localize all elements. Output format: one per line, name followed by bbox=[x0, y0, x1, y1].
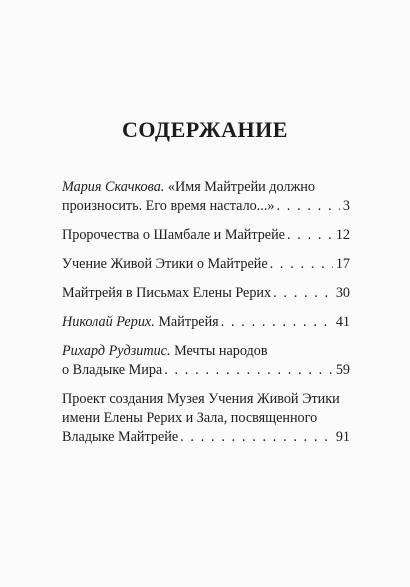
toc-entry-line bbox=[62, 255, 350, 274]
toc-entry-line bbox=[62, 390, 350, 409]
toc-page-number: 17 bbox=[335, 256, 350, 272]
toc-page-number: 59 bbox=[335, 362, 350, 378]
toc-entry-title: Проект создания Музея Учения Живой Этики bbox=[62, 391, 340, 407]
toc-entry-author: Рихард Рудзитис. bbox=[62, 343, 171, 359]
toc-page-number: 91 bbox=[335, 429, 350, 445]
toc-entry bbox=[62, 342, 350, 380]
toc-entry bbox=[62, 313, 350, 332]
toc-heading: СОДЕРЖАНИЕ bbox=[122, 117, 288, 142]
toc-entry-line bbox=[62, 197, 350, 216]
toc-entry-title: Майтрейя в Письмах Елены Рерих bbox=[62, 285, 272, 301]
toc-entry-title: Владыке Майтрейе bbox=[62, 429, 179, 445]
toc-entry-title: Пророчества о Шамбале и Майтрейе bbox=[62, 227, 285, 243]
toc-page-number: 30 bbox=[335, 285, 350, 301]
toc-entry-author: Мария Скачкова. bbox=[62, 179, 165, 195]
toc-leader-dots bbox=[276, 197, 339, 216]
toc-entry-line bbox=[62, 226, 350, 245]
toc-entry-line bbox=[62, 361, 350, 380]
toc-entry-author: Николай Рерих. bbox=[62, 314, 155, 330]
toc-entry-title: Учение Живой Этики о Майтрейе bbox=[62, 256, 268, 272]
toc-leader-dots bbox=[270, 255, 333, 274]
toc-entry-title: Мечты народов bbox=[170, 343, 268, 359]
toc-entry bbox=[62, 390, 350, 447]
toc-leader-dots bbox=[287, 226, 333, 245]
toc-entry bbox=[62, 284, 350, 303]
toc-entry bbox=[62, 226, 350, 245]
toc-entry-title: имени Елены Рерих и Зала, посвященного bbox=[62, 410, 318, 426]
toc-entry-title: «Имя Майтрейи должно bbox=[164, 179, 315, 195]
toc-entry-line bbox=[62, 313, 350, 332]
toc-entry-line bbox=[62, 342, 350, 361]
toc-entry bbox=[62, 255, 350, 274]
toc-entry bbox=[62, 178, 350, 216]
toc-leader-dots bbox=[273, 284, 333, 303]
toc-entry-title: Майтрейя bbox=[154, 314, 219, 330]
toc-entry-line bbox=[62, 178, 350, 197]
toc-entry-line bbox=[62, 409, 350, 428]
toc-leader-dots bbox=[164, 361, 333, 380]
toc-entry-title: произносить. Его время настало...» bbox=[62, 198, 275, 214]
toc-leader-dots bbox=[221, 313, 333, 332]
table-of-contents bbox=[62, 178, 350, 447]
toc-leader-dots bbox=[180, 428, 333, 447]
toc-entry-title: о Владыке Мира bbox=[62, 362, 163, 378]
toc-page-number: 12 bbox=[335, 227, 350, 243]
toc-page-number: 41 bbox=[335, 314, 350, 330]
toc-page-number: 3 bbox=[342, 198, 350, 214]
toc-entry-line bbox=[62, 284, 350, 303]
toc-entry-line bbox=[62, 428, 350, 447]
